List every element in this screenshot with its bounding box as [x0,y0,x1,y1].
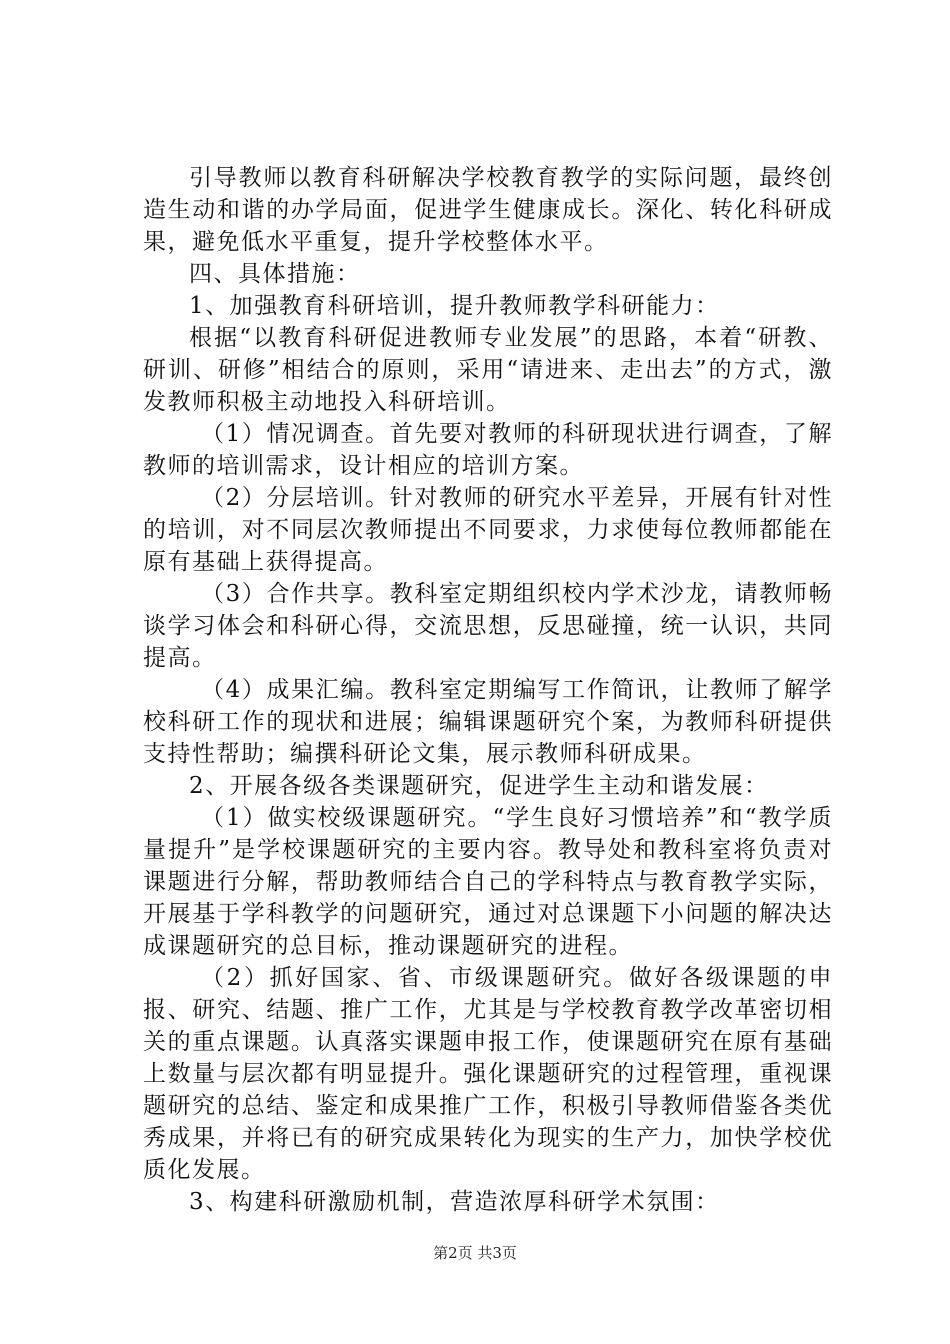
paragraph: 引导教师以教育科研解决学校教育教学的实际问题，最终创造生动和谐的办学局面，促进学生健康成长。深化、转化科研成果，避免低水平重复，提升学校整体水平。 [143,165,833,255]
list-item: （1）做实校级课题研究。“学生良好习惯培养”和“教学质量提升”是学校课题研究的主要内容。教导处和教科室将负责对课题进行分解，帮助教师结合自己的学科特点与教育教学实际，开展基于学科教学的问题研究，通过对总课题下小问题的解决达成课题研究的总目标，推动课题研究的进程。 [143,805,833,959]
list-item: （2）分层培训。针对教师的研究水平差异，开展有针对性的培训，对不同层次教师提出不同要求，力求使每位教师都能在原有基础上获得提高。 [143,485,833,575]
subsection-heading: 2、开展各级各类课题研究，促进学生主动和谐发展： [189,773,769,799]
document-body [143,162,833,1218]
subsection-heading: 3、构建科研激励机制，营造浓厚科研学术氛围： [189,1189,720,1215]
section-heading: 四、具体措施： [189,261,361,287]
list-item: （3）合作共享。教科室定期组织校内学术沙龙，请教师畅谈学习体会和科研心得，交流思想，反思碰撞，统一认识，共同提高。 [143,581,833,671]
subsection-heading: 1、加强教育科研培训，提升教师教学科研能力： [189,293,720,319]
paragraph: 根据“以教育科研促进教师专业发展”的思路，本着“研教、研训、研修”相结合的原则，采用“请进来、走出去”的方式，激发教师积极主动地投入科研培训。 [143,325,833,415]
list-item: （4）成果汇编。教科室定期编写工作简讯，让教师了解学校科研工作的现状和进展；编辑课题研究个案，为教师科研提供支持性帮助；编撰科研论文集，展示教师科研成果。 [143,677,833,767]
page-number-footer: 第2页 共3页 [433,1244,517,1262]
list-item: （2）抓好国家、省、市级课题研究。做好各级课题的申报、研究、结题、推广工作，尤其是与学校教育教学改革密切相关的重点课题。认真落实课题申报工作，使课题研究在原有基础上数量与层次都有明显提升。强化课题研究的过程管理，重视课题研究的总结、鉴定和成果推广工作，积极引导教师借鉴各类优秀成果，并将已有的研究成果转化为现实的生产力，加快学校优质化发展。 [143,965,833,1183]
list-item: （1）情况调查。首先要对教师的科研现状进行调查，了解教师的培训需求，设计相应的培训方案。 [143,421,833,479]
